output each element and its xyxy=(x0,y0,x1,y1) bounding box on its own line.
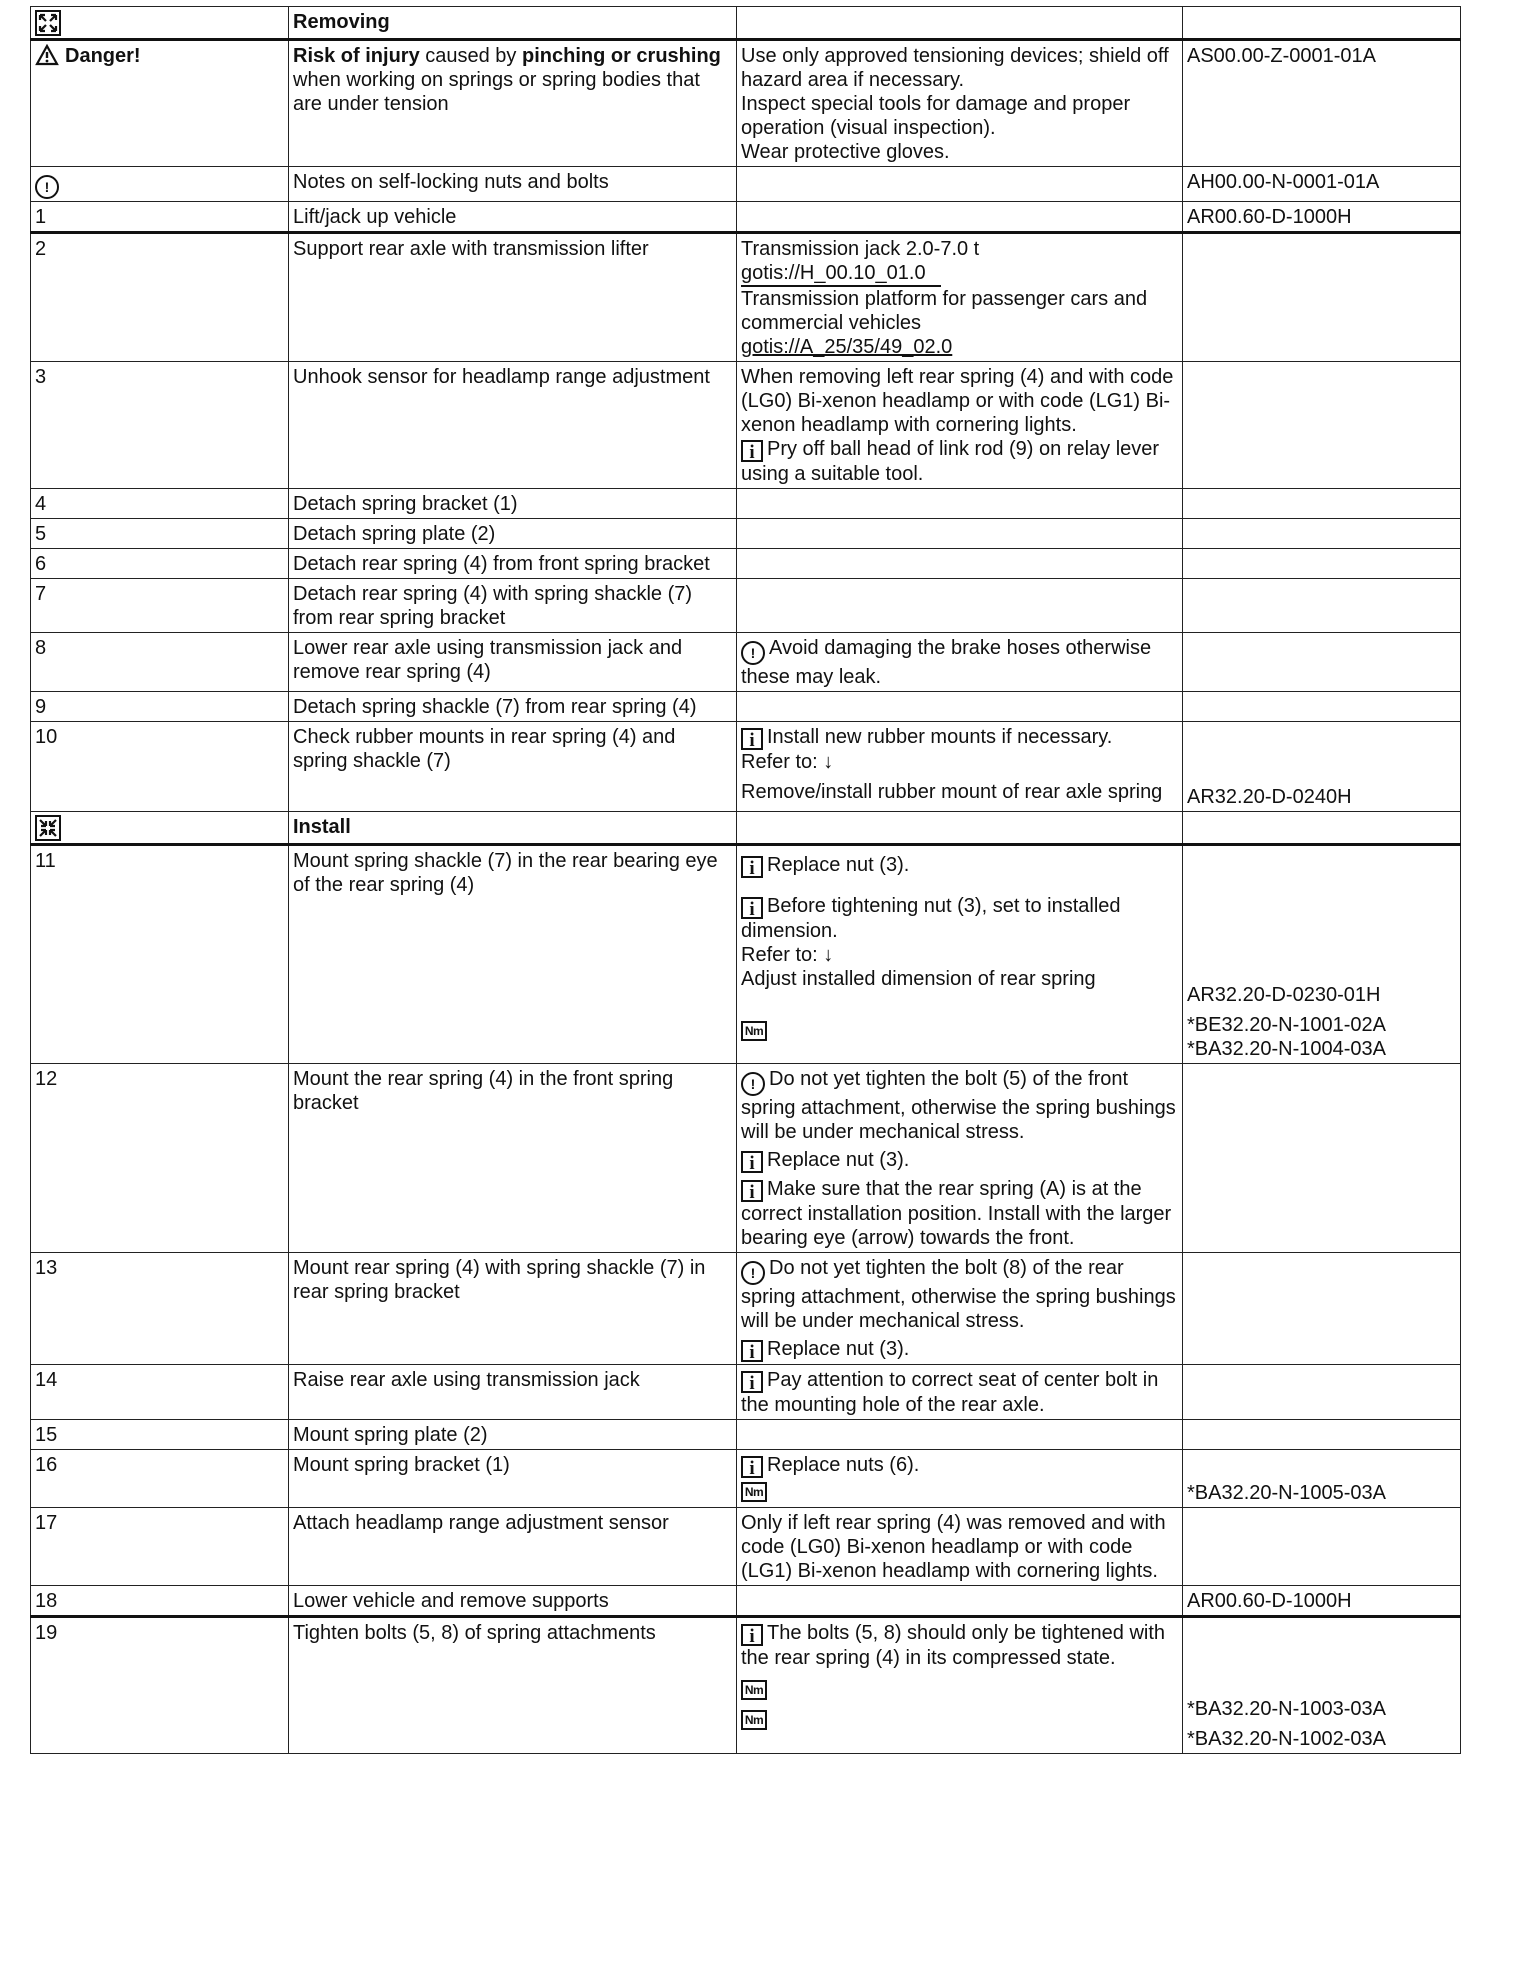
caution-note-icon: ! xyxy=(35,175,59,199)
note-text: Do not yet tighten the bolt (5) of the front spring attachment, otherwise the spring bushings will be under mechanical stress. xyxy=(741,1068,1176,1143)
section-title: Removing xyxy=(289,7,737,40)
info-text: Replace nut (3). xyxy=(767,1338,910,1360)
info-icon: i xyxy=(741,1340,763,1362)
step-text: Unhook sensor for headlamp range adjustment xyxy=(289,362,737,489)
step-number: 2 xyxy=(31,233,289,362)
step-number: 19 xyxy=(31,1617,289,1754)
measure: Inspect special tools for damage and proper operation (visual inspection). xyxy=(741,93,1131,139)
table-row xyxy=(31,549,1461,579)
reference[interactable]: *BA32.20-N-1004-03A xyxy=(1187,1038,1387,1060)
reference[interactable]: *BA32.20-N-1002-03A xyxy=(1187,1728,1387,1750)
measure: Wear protective gloves. xyxy=(741,141,950,163)
table-row xyxy=(31,1420,1461,1450)
reference[interactable]: AR32.20-D-0230-01H xyxy=(1187,984,1381,1006)
info-text: Make sure that the rear spring (A) is at the correct installation position. Install with the larger bearing eye (arrow) towards the front. xyxy=(741,1178,1172,1249)
info-icon: i xyxy=(741,897,763,919)
arrow-down-icon: ↓ xyxy=(823,751,834,773)
step-text: Attach headlamp range adjustment sensor xyxy=(289,1508,737,1586)
step-number: 9 xyxy=(31,692,289,722)
note-text: Avoid damaging the brake hoses otherwise these may leak. xyxy=(741,637,1152,688)
step-number: 13 xyxy=(31,1253,289,1365)
table-row xyxy=(31,519,1461,549)
risk-text: caused by xyxy=(419,45,522,67)
reference[interactable]: AS00.00-Z-0001-01A xyxy=(1183,40,1461,167)
step-text: Detach spring plate (2) xyxy=(289,519,737,549)
step-number: 8 xyxy=(31,633,289,692)
info-text: Install new rubber mounts if necessary. xyxy=(767,726,1113,748)
step-text: Detach spring bracket (1) xyxy=(289,489,737,519)
step-number: 7 xyxy=(31,579,289,633)
step-number: 3 xyxy=(31,362,289,489)
condition-text: Only if left rear spring (4) was removed and with code (LG0) Bi-xenon headlamp or with code (LG1) Bi-xenon headlamp with cornering lights. xyxy=(737,1508,1183,1586)
section-row-removing xyxy=(31,7,1461,40)
torque-nm-icon[interactable]: Nm xyxy=(741,1482,767,1502)
step-text: Mount rear spring (4) with spring shackle (7) in rear spring bracket xyxy=(289,1253,737,1365)
caution-note-icon: ! xyxy=(741,641,765,665)
table-row xyxy=(31,1253,1461,1365)
caution-note-icon: ! xyxy=(741,1261,765,1285)
step-number: 1 xyxy=(31,202,289,233)
tool-name: Transmission jack 2.0-7.0 t xyxy=(741,238,980,260)
step-text: Support rear axle with transmission lifter xyxy=(289,233,737,362)
table-row xyxy=(31,202,1461,233)
step-text: Raise rear axle using transmission jack xyxy=(289,1365,737,1420)
step-number: 5 xyxy=(31,519,289,549)
step-text: Mount spring shackle (7) in the rear bearing eye of the rear spring (4) xyxy=(289,845,737,1064)
step-text: Lower vehicle and remove supports xyxy=(289,1586,737,1617)
info-icon: i xyxy=(741,1456,763,1478)
step-text: Mount spring plate (2) xyxy=(289,1420,737,1450)
refer-label: Refer to: xyxy=(741,751,818,773)
reference[interactable]: AR32.20-D-0240H xyxy=(1187,786,1352,808)
cell xyxy=(31,7,289,40)
table-row xyxy=(31,1586,1461,1617)
procedure-document xyxy=(30,6,1460,1754)
table-row xyxy=(31,579,1461,633)
info-text: The bolts (5, 8) should only be tightened with the rear spring (4) in its compressed state. xyxy=(741,1622,1166,1669)
step-text: Lower rear axle using transmission jack and remove rear spring (4) xyxy=(289,633,737,692)
reference[interactable]: AH00.00-N-0001-01A xyxy=(1183,167,1461,202)
table-row-danger xyxy=(31,40,1461,167)
step-text: Notes on self-locking nuts and bolts xyxy=(289,167,737,202)
step-number: 12 xyxy=(31,1064,289,1253)
tool-link[interactable]: gotis://A_25/35/49_02.0 xyxy=(741,336,953,358)
torque-nm-icon[interactable]: Nm xyxy=(741,1680,767,1700)
step-number: 16 xyxy=(31,1450,289,1508)
table-row-notes xyxy=(31,167,1461,202)
arrow-down-icon: ↓ xyxy=(823,944,834,966)
info-icon: i xyxy=(741,728,763,750)
step-text: Detach spring shackle (7) from rear spring (4) xyxy=(289,692,737,722)
reference[interactable]: *BA32.20-N-1003-03A xyxy=(1187,1698,1387,1720)
table-row xyxy=(31,362,1461,489)
reference[interactable]: *BE32.20-N-1001-02A xyxy=(1187,1014,1387,1036)
risk-bold: Risk of injury xyxy=(293,45,420,67)
step-text: Lift/jack up vehicle xyxy=(289,202,737,233)
removal-step-icon xyxy=(35,10,61,36)
info-text: Pry off ball head of link rod (9) on relay lever using a suitable tool. xyxy=(741,438,1160,485)
sub-procedure: Remove/install rubber mount of rear axle spring xyxy=(741,781,1163,803)
table-row xyxy=(31,633,1461,692)
step-number: 17 xyxy=(31,1508,289,1586)
table-row xyxy=(31,692,1461,722)
table-row xyxy=(31,1508,1461,1586)
info-text: Replace nut (3). xyxy=(767,854,910,876)
table-row xyxy=(31,1617,1461,1754)
info-text: Before tightening nut (3), set to installed dimension. xyxy=(741,895,1121,942)
condition-text: When removing left rear spring (4) and with code (LG0) Bi-xenon headlamp or with code (LG1) Bi-xenon headlamp with cornering lights. xyxy=(741,366,1174,436)
table-row xyxy=(31,1365,1461,1420)
refer-label: Refer to: xyxy=(741,944,818,966)
danger-label: Danger! xyxy=(65,45,141,67)
note-text: Do not yet tighten the bolt (8) of the rear spring attachment, otherwise the spring bushings will be under mechanical stress. xyxy=(741,1257,1176,1332)
step-text: Detach rear spring (4) with spring shackle (7) from rear spring bracket xyxy=(289,579,737,633)
reference[interactable]: AR00.60-D-1000H xyxy=(1183,1586,1461,1617)
step-text: Detach rear spring (4) from front spring bracket xyxy=(289,549,737,579)
info-text: Replace nut (3). xyxy=(767,1149,910,1171)
step-number: 18 xyxy=(31,1586,289,1617)
info-icon: i xyxy=(741,1371,763,1393)
step-number: 14 xyxy=(31,1365,289,1420)
info-text: Pay attention to correct seat of center bolt in the mounting hole of the rear axle. xyxy=(741,1369,1159,1416)
section-row-install xyxy=(31,812,1461,845)
table-row xyxy=(31,233,1461,362)
warning-triangle-icon xyxy=(35,44,59,72)
info-text: Replace nuts (6). xyxy=(767,1454,920,1476)
install-step-icon xyxy=(35,815,61,841)
step-text: Check rubber mounts in rear spring (4) and spring shackle (7) xyxy=(289,722,737,812)
section-title: Install xyxy=(289,812,737,845)
risk-text: when working on springs or spring bodies that are under tension xyxy=(293,69,700,115)
tool-name: Transmission platform for passenger cars and commercial vehicles xyxy=(741,288,1148,334)
table-row xyxy=(31,489,1461,519)
caution-note-icon: ! xyxy=(741,1072,765,1096)
info-icon: i xyxy=(741,1180,763,1202)
tool-link[interactable]: gotis://H_00.10_01.0 xyxy=(741,261,941,287)
table-row xyxy=(31,845,1461,1064)
step-text: Mount the rear spring (4) in the front spring bracket xyxy=(289,1064,737,1253)
step-text: Mount spring bracket (1) xyxy=(289,1450,737,1508)
reference[interactable]: AR00.60-D-1000H xyxy=(1183,202,1461,233)
sub-procedure: Adjust installed dimension of rear spring xyxy=(741,968,1096,990)
info-icon: i xyxy=(741,856,763,878)
step-text: Tighten bolts (5, 8) of spring attachments xyxy=(289,1617,737,1754)
step-number: 4 xyxy=(31,489,289,519)
procedure-table xyxy=(30,6,1461,1754)
reference[interactable]: *BA32.20-N-1005-03A xyxy=(1187,1482,1387,1504)
info-icon: i xyxy=(741,440,763,462)
torque-nm-icon[interactable]: Nm xyxy=(741,1710,767,1730)
info-icon: i xyxy=(741,1624,763,1646)
step-number: 11 xyxy=(31,845,289,1064)
step-number: 6 xyxy=(31,549,289,579)
info-icon: i xyxy=(741,1151,763,1173)
table-row xyxy=(31,1450,1461,1508)
table-row xyxy=(31,1064,1461,1253)
risk-bold: pinching or crushing xyxy=(522,45,721,67)
step-number: 15 xyxy=(31,1420,289,1450)
step-number: 10 xyxy=(31,722,289,812)
measure: Use only approved tensioning devices; shield off hazard area if necessary. xyxy=(741,45,1169,91)
table-row xyxy=(31,722,1461,812)
torque-nm-icon[interactable]: Nm xyxy=(741,1021,767,1041)
